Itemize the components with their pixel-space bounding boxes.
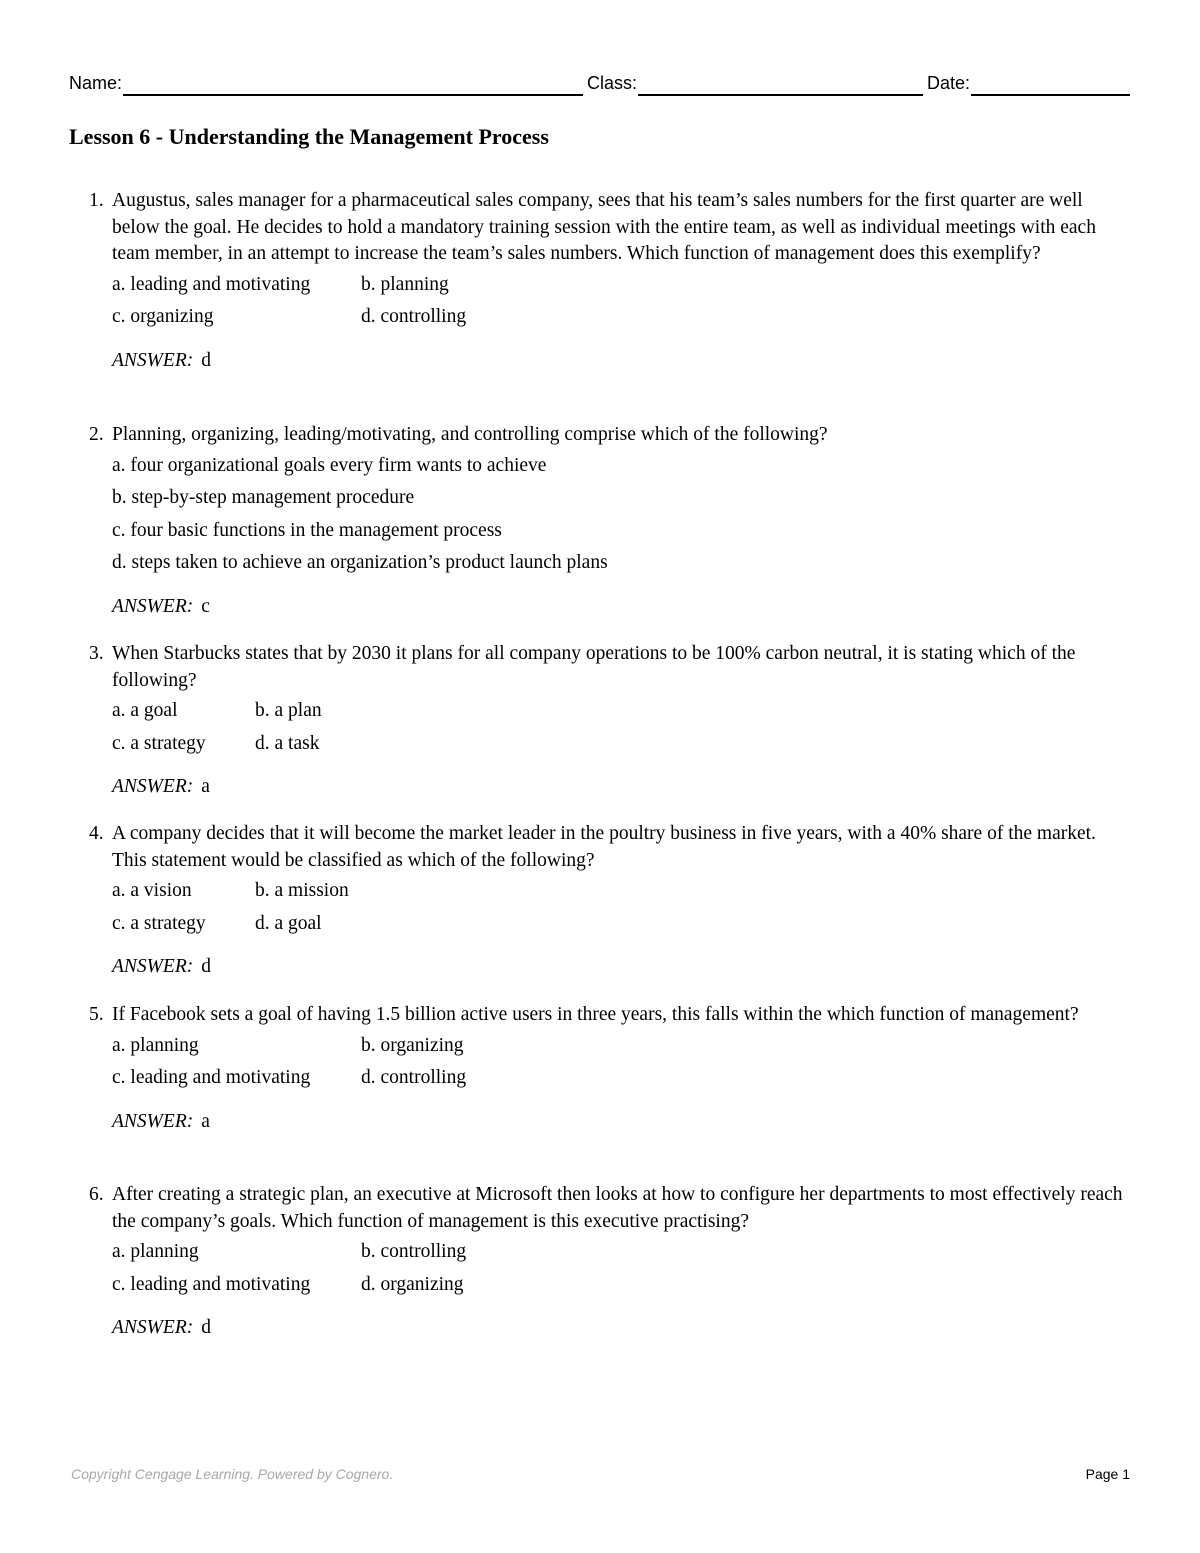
option-d: d. a goal [255, 912, 322, 934]
question-stem: Augustus, sales manager for a pharmaceutical sales company, sees that his team’s sales numbers for the first quarter are well below the goal. He decides to hold a mandatory training session with the entire team, as well as individual meetings with each team member, in an attempt to increase the team’s sales numbers. Which function of management does this exemplify? [112, 190, 1096, 264]
option-d: d. controlling [361, 306, 467, 327]
answer-value: d [201, 1317, 211, 1338]
option-c: c. a strategy [112, 912, 206, 934]
answer-label: ANSWER: [112, 595, 194, 617]
question-stem: When Starbucks states that by 2030 it plans for all company operations to be 100% carbon neutral, it is stating which of the following? [112, 643, 1076, 691]
class-blank-line [638, 73, 923, 96]
answer-options [112, 697, 1131, 762]
copyright-notice: Copyright Cengage Learning. Powered by Cognero. [71, 1466, 394, 1482]
option-b: b. organizing [361, 1034, 464, 1056]
name-blank-line [123, 73, 583, 96]
option-d: d. controlling [361, 1067, 467, 1088]
option-c: c. organizing [112, 306, 214, 327]
option-b: b. a plan [255, 700, 322, 721]
question-number: 4. [89, 823, 104, 844]
answer-options [112, 452, 1131, 582]
answer-options [112, 1032, 1131, 1097]
name-label: Name: [69, 73, 123, 93]
option-b: b. a mission [255, 880, 349, 901]
answer-label: ANSWER: [112, 956, 194, 977]
question-4 [69, 821, 1131, 980]
header-fields [69, 70, 1130, 100]
answer-value: c [201, 595, 210, 617]
answer-value: d [201, 349, 211, 371]
date-blank-line [971, 73, 1130, 96]
answer-line [112, 774, 1131, 800]
question-stem: A company decides that it will become the market leader in the poultry business in five years, with a 40% share of the market. This statement would be classified as which of the following? [112, 823, 1096, 871]
answer-line [112, 594, 1131, 620]
option-a: a. four organizational goals every firm wants to achieve [112, 454, 547, 476]
option-c: c. leading and motivating [112, 1067, 311, 1088]
option-d: d. a task [255, 732, 320, 754]
question-stem: After creating a strategic plan, an executive at Microsoft then looks at how to configure her departments to most effectively reach the company’s goals. Which function of management is this executive practising? [112, 1184, 1123, 1232]
answer-label: ANSWER: [112, 1110, 194, 1132]
option-c: c. four basic functions in the management process [112, 519, 502, 541]
question-5 [69, 1002, 1131, 1135]
question-number: 3. [89, 643, 104, 664]
question-1 [69, 188, 1131, 374]
answer-label: ANSWER: [112, 349, 194, 371]
name-field [69, 70, 583, 96]
option-b: b. controlling [361, 1241, 467, 1262]
option-d: d. organizing [361, 1273, 464, 1295]
question-number: 1. [89, 190, 104, 211]
option-a: a. planning [112, 1034, 199, 1056]
question-number: 2. [89, 424, 104, 445]
answer-value: a [201, 1110, 210, 1132]
option-a: a. planning [112, 1241, 199, 1262]
page-number: Page 1 [1085, 1466, 1130, 1482]
answer-options [112, 1238, 1131, 1303]
answer-line [112, 1315, 1131, 1341]
answer-line [112, 348, 1131, 374]
answer-label: ANSWER: [112, 1317, 194, 1338]
option-b: b. planning [361, 273, 449, 295]
option-a: a. a goal [112, 700, 178, 721]
answer-value: a [201, 776, 210, 797]
option-a: a. leading and motivating [112, 273, 311, 295]
option-c: c. leading and motivating [112, 1273, 311, 1295]
question-2 [69, 422, 1131, 620]
option-d: d. steps taken to achieve an organization’s product launch plans [112, 552, 608, 573]
question-stem: Planning, organizing, leading/motivating, and controlling comprise which of the following? [112, 424, 828, 445]
option-c: c. a strategy [112, 732, 206, 754]
answer-value: d [201, 956, 211, 977]
class-field [587, 70, 923, 96]
date-field [927, 70, 1130, 96]
page-title: Lesson 6 - Understanding the Management Process [69, 124, 549, 149]
class-label: Class: [587, 73, 638, 93]
question-3 [69, 641, 1131, 800]
question-number: 6. [89, 1184, 104, 1205]
answer-line [112, 954, 1131, 980]
page-footer [71, 1466, 1130, 1488]
question-6 [69, 1182, 1131, 1341]
option-b: b. step-by-step management procedure [112, 487, 415, 508]
answer-label: ANSWER: [112, 776, 194, 797]
answer-options [112, 877, 1131, 942]
answer-options [112, 271, 1131, 336]
option-a: a. a vision [112, 880, 192, 901]
answer-line [112, 1109, 1131, 1135]
question-stem: If Facebook sets a goal of having 1.5 billion active users in three years, this falls within the which function of management? [112, 1004, 1079, 1025]
date-label: Date: [927, 73, 971, 93]
question-number: 5. [89, 1004, 104, 1025]
